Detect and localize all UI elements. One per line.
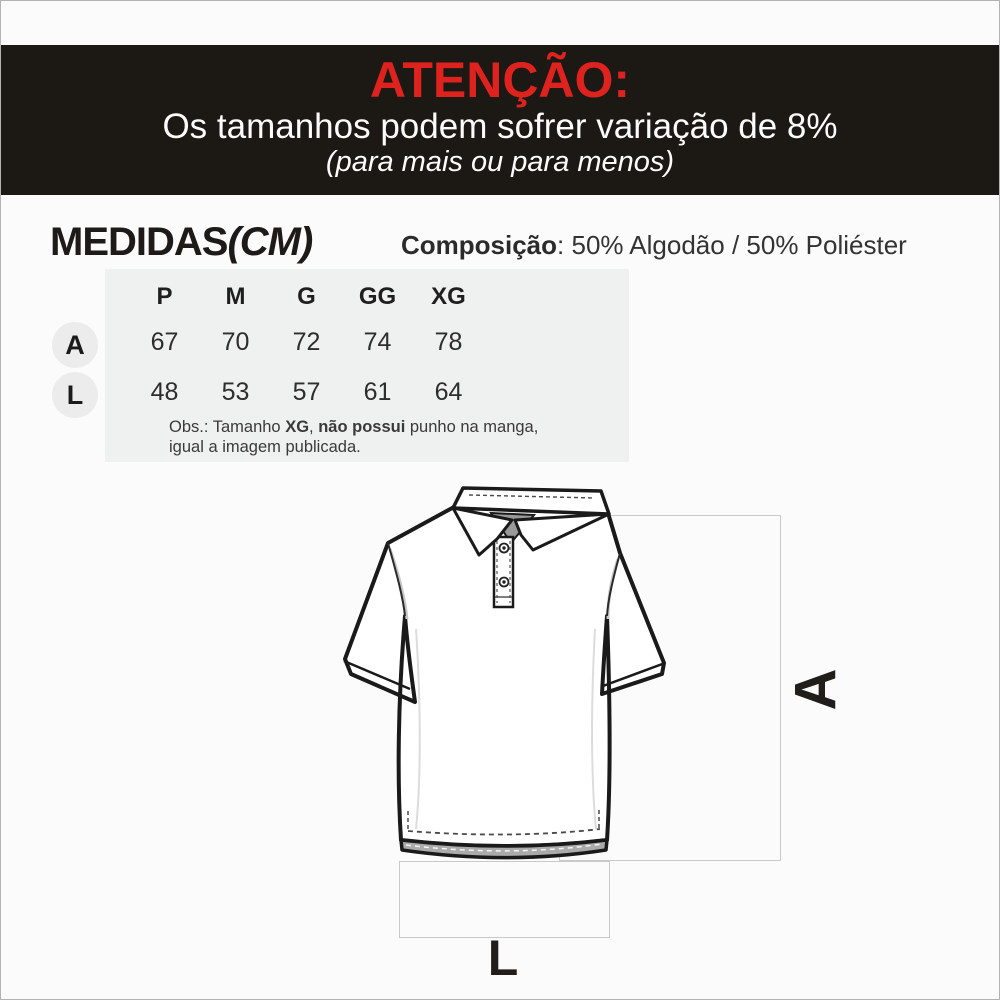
size-column-p: P (156, 283, 173, 310)
attention-banner (1, 45, 999, 195)
size-column-m: M (225, 283, 246, 310)
cell-l-gg: 61 (363, 378, 392, 406)
banner-title: ATENÇÃO: (369, 52, 631, 108)
note-line2: igual a imagem publicada. (169, 437, 361, 456)
composition-value: : 50% Algodão / 50% Poliéster (557, 230, 907, 260)
note-bold-xg: XG (285, 418, 310, 436)
cell-a-xg: 78 (434, 328, 463, 356)
size-table-panel (105, 269, 629, 462)
banner-subtitle: Os tamanhos podem sofrer variação de 8% (162, 107, 838, 146)
row-label-a: A (65, 329, 85, 360)
note-text: Obs.: Tamanho (169, 418, 286, 436)
row-label-width-badge (52, 372, 98, 418)
section-title (50, 220, 312, 265)
row-label-l: L (66, 379, 84, 410)
size-table-header-row (129, 283, 484, 311)
cell-a-m: 70 (221, 328, 250, 356)
collar-band (453, 488, 609, 514)
section-title-text: MEDIDAS (50, 220, 228, 264)
width-letter: L (487, 930, 519, 986)
cell-a-g: 72 (292, 328, 321, 356)
size-column-xg: XG (431, 283, 466, 310)
size-column-g: G (297, 283, 316, 310)
row-label-height-badge (52, 322, 98, 368)
table-row-height (129, 328, 484, 357)
composition-label: Composição (401, 230, 558, 260)
table-note (169, 418, 538, 457)
section-title-unit: (CM) (227, 220, 313, 264)
note-text: , (309, 418, 319, 436)
table-row-width (129, 378, 484, 407)
cell-a-gg: 74 (363, 328, 392, 356)
banner-note: (para mais ou para menos) (325, 146, 675, 178)
cell-l-p: 48 (150, 378, 179, 406)
width-dimension-label (463, 929, 543, 987)
cell-l-xg: 64 (434, 378, 463, 406)
cell-l-g: 57 (292, 378, 321, 406)
note-text: punho na manga, (405, 418, 539, 436)
height-dimension-label (784, 654, 848, 724)
composition-line (401, 230, 907, 261)
size-column-gg: GG (358, 283, 397, 310)
polo-shirt-illustration (331, 479, 711, 881)
cell-l-m: 53 (221, 378, 250, 406)
note-bold-nao-possui: não possui (318, 418, 406, 436)
height-letter: A (783, 668, 849, 710)
cell-a-p: 67 (150, 328, 179, 356)
